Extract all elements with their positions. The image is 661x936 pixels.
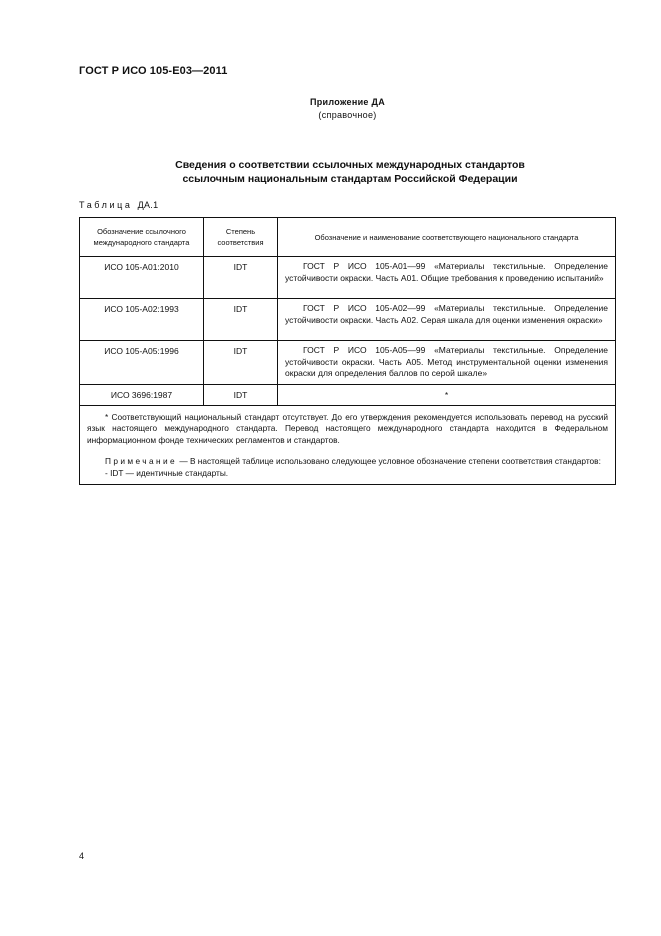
annex-title	[17, 96, 661, 122]
cell-degree: IDT	[204, 341, 278, 385]
heading-line-2: ссылочным национальным стандартам Российской Федерации	[182, 173, 518, 185]
table-header-row	[80, 218, 616, 257]
column-header-national: Обозначение и наименование соответствующего национального стандарта	[278, 218, 616, 257]
cell-national: ГОСТ Р ИСО 105-А01—99 «Материалы текстильные. Определение устойчивости окраски. Часть А01. Общие требования к проведению испытаний»	[278, 257, 616, 299]
note-paragraph	[87, 456, 608, 468]
table-row	[80, 257, 616, 299]
table-row	[80, 384, 616, 405]
cell-national-asterisk: *	[278, 384, 616, 405]
note-label: Примечание	[105, 456, 178, 466]
cell-national: ГОСТ Р ИСО 105-А02—99 «Материалы текстильные. Определение устойчивости окраски. Часть А02. Серая шкала для оценки изменения окраски»	[278, 299, 616, 341]
section-heading	[40, 158, 660, 186]
note-text: — В настоящей таблице использовано следующее условное обозначение степени соответствия стандартов:	[177, 456, 601, 466]
legend-line: - IDT — идентичные стандарты.	[105, 467, 229, 478]
table-row	[80, 341, 616, 385]
column-header-degree: Степень соответствия	[204, 218, 278, 257]
cell-degree: IDT	[204, 384, 278, 405]
annex-label: Приложение ДА	[309, 97, 386, 107]
asterisk-note: * Соответствующий национальный стандарт отсутствует. До его утверждения рекомендуется использовать перевод на русский язык настоящего международного стандарта. Перевод настоящего международного стандарта находится в Федеральном информационном фонде технических регламентов и стандартов.	[87, 411, 608, 445]
document-code: ГОСТ Р ИСО 105-Е03—2011	[79, 65, 228, 77]
standards-table	[79, 217, 616, 485]
table-footnote	[80, 405, 616, 485]
table-caption	[79, 200, 158, 210]
heading-line-1: Сведения о соответствии ссылочных международных стандартов	[175, 159, 525, 171]
table-footnote-row	[80, 405, 616, 485]
cell-code: ИСО 105-А01:2010	[80, 257, 204, 299]
page-number: 4	[79, 851, 85, 861]
table-caption-word: Таблица	[79, 200, 133, 210]
annex-subtitle: (справочное)	[318, 110, 377, 120]
table-row	[80, 299, 616, 341]
cell-code: ИСО 105-А02:1993	[80, 299, 204, 341]
cell-code: ИСО 3696:1987	[80, 384, 204, 405]
cell-degree: IDT	[204, 257, 278, 299]
cell-national: ГОСТ Р ИСО 105-А05—99 «Материалы текстильные. Определение устойчивости окраски. Часть А05. Метод инструментальной оценки изменения окраски для определения баллов по серой шкале»	[278, 341, 616, 385]
cell-degree: IDT	[204, 299, 278, 341]
column-header-code: Обозначение ссылочного международного стандарта	[80, 218, 204, 257]
table-caption-number: ДА.1	[137, 200, 159, 210]
cell-code: ИСО 105-А05:1996	[80, 341, 204, 385]
